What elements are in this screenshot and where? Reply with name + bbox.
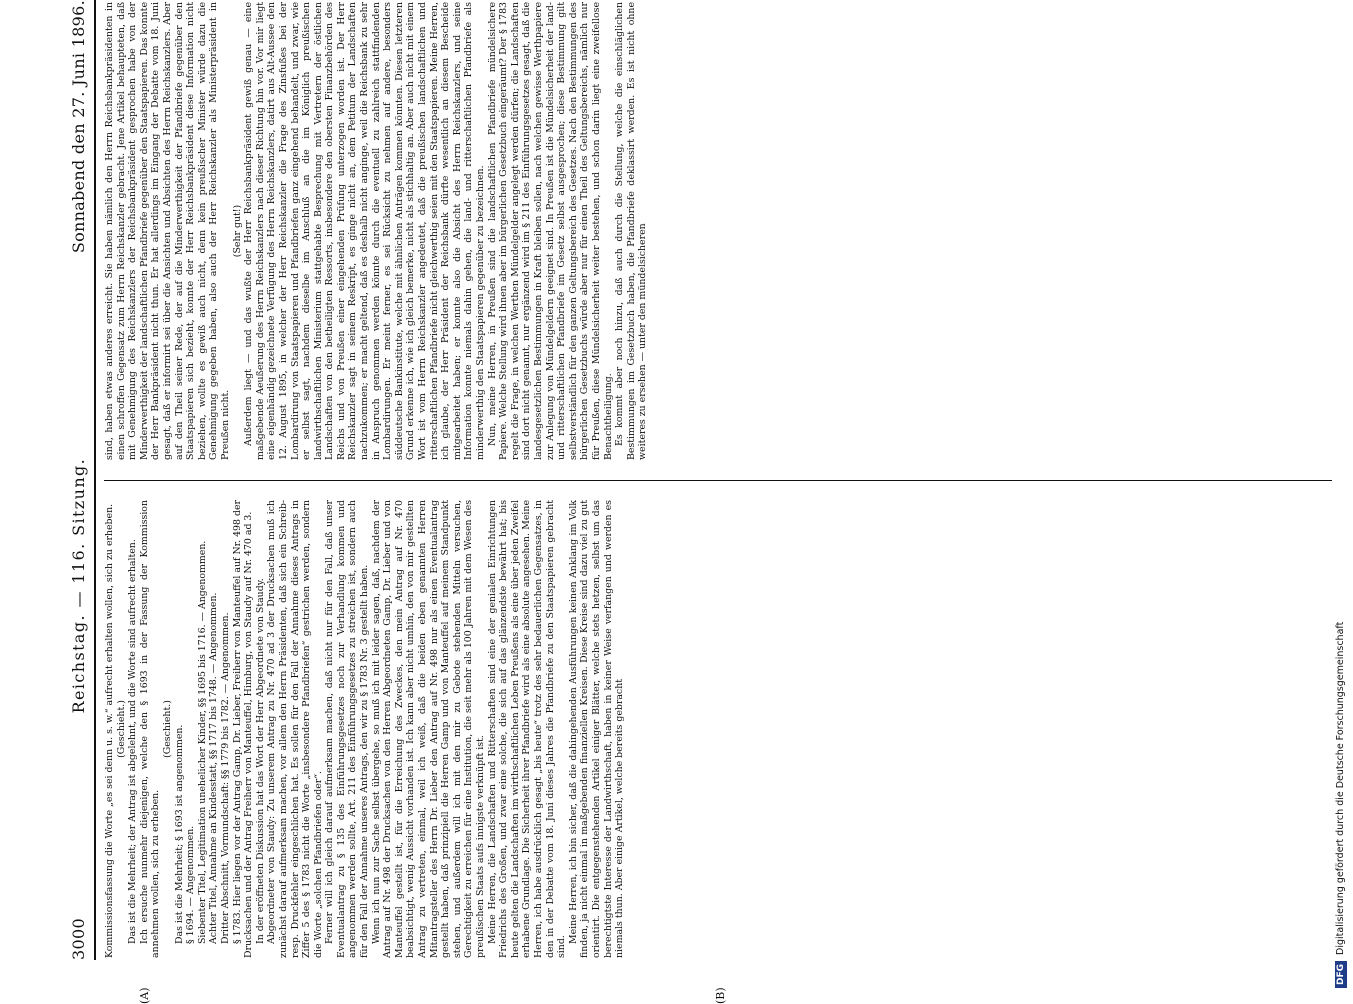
paragraph: Abgeordneter von Staudy: Zu unserem Antrag zu Nr. 470 ad 3 der Drucksachen muß ich zunächst darauf aufmerksam machen, vor allem den Herrn Präsidenten, daß sich ein Schreib- resp. Druckfehler eingeschlichen hat. Es sollen für den Fall der Annahme dieses Antrags in Ziffer 5 des § 1783 nicht die Worte „insbesondere Pfandbriefen“ gestrichen werden, sondern die Worte „solchen Pfandbriefen oder“.	[266, 500, 324, 958]
paragraph: sind, haben etwas anderes erreicht. Sie haben nämlich den Herrn Reichsbankpräsidenten in einen schroffen Gegensatz zum Herrn Reichskanzler gebracht. Jene Artikel behaupteten, daß mit Genehmigung des Reichskanzlers der Reichsbankpräsident gesprochen habe von der Minderwerthigkeit der landschaftlichen Pfandbriefe gegenüber den Staatspapieren. Das konnte der Herr Bankpräsident nicht thun. Er hat allerdings im Eingang der Debatte vom 18. Juni gesagt, daß er informirt sei über die Ansichten und Absichten des Herrn Reichskanzlers. Aber auf den Theil seiner Rede, der auf die Minderwerthigkeit der Pfandbriefe gegenüber den Staatspapieren sich bezieht, konnte der Herr Reichsbankpräsident diese Information nicht beziehen, wollte es gewiß auch nicht, denn kein preußischer Minister würde dazu die Genehmigung gegeben haben, also auch der Herr Reichskanzler als Ministerpräsident in Preußen nicht.	[104, 2, 231, 460]
column-divider	[104, 480, 1332, 481]
left-column	[104, 500, 1332, 958]
paragraph: In der eröffneten Diskussion hat das Wort der Herr Abgeordnete von Staudy.	[254, 578, 266, 944]
paragraph: Ferner will ich gleich darauf aufmerksam machen, daß nicht nur für den Fall, daß unser Eventualantrag zu § 135 des Einführungsgesetzes noch zur Verhandlung kommen und angenommen werden sollte, Art. 211 des Einführungsgesetzes zu streichen ist, sondern auch für den Fall der Annahme unseres Antrags, den wir zu § 1783 Nr. 3 gestellt haben.	[324, 500, 371, 958]
paragraph: Dritter Abschnitt, Vormundschaft: §§ 1779 bis 1782. — Angenommen.	[219, 612, 231, 944]
margin-mark-b: (B)	[714, 987, 727, 1004]
page-number: 3000	[69, 918, 88, 960]
paragraph: Achter Titel, Annahme an Kindesstatt, §§ 1717 bis 1748. — Angenommen.	[208, 592, 220, 944]
paragraph: Es kommt aber noch hinzu, daß auch durch die Stellung, welche die einschläglichen Bestimmungen im Gesetzbuch haben, die Pfandbriefe deklassirt werden. Es ist nicht ohne weiteres zu ersehen — unter den mündelsicheren	[614, 2, 649, 460]
paragraph: Kommissionsfassung die Worte „es sei denn u. s. w.“ aufrecht erhalten wollen, sich zu erheben.	[104, 503, 115, 958]
session-date: Sonnabend den 27. Juni 1896.	[69, 0, 88, 254]
paragraph: (Sehr gut!)	[231, 204, 243, 258]
header-rule	[94, 0, 96, 960]
right-column	[104, 2, 1332, 460]
page-header	[52, 0, 88, 960]
text-columns	[104, 0, 1332, 1004]
dfg-logo: DFG	[1335, 961, 1347, 988]
paragraph: § 1783. Hier liegen vor der Antrag Gamp, Dr. Lieber, Freiherr von Manteuffel auf Nr. 498 der Drucksachen und der Antrag Freiherr von Manteuffel, Himburg, von Staudy auf Nr. 470 ad 3.	[231, 500, 255, 958]
paragraph: (Geschieht.)	[115, 700, 127, 758]
paragraph: Siebenter Titel, Legitimation unehelicher Kinder, §§ 1695 bis 1716. — Angenommen.	[196, 540, 208, 944]
paragraph: Wenn ich nun zur Sache selbst übergehe, so muß ich mit leider sagen, daß, nachdem der Antrag auf Nr. 498 der Drucksachen von den Herren Abgeordneten Gamp, Dr. Lieber und von Manteuffel gestellt ist, für die Erreichung des Zweckes, den mein Antrag auf Nr. 470 beabsichtigt, wenig Aussicht vorhanden ist. Ich kann aber nicht umhin, den von mir gestellten Antrag zu vertreten, einmal, weil ich weiß, daß die beiden eben genannten Herren Mitantragsteller des Herrn Dr. Lieber den Antrag auf Nr. 498 nur als einen Eventualantrag gestellt haben, daß prinzipiell die Herren Gamp und von Manteuffel auf meinem Standpunkt stehen, und außerdem will ich mit den mir zu Gebote stehenden Mitteln versuchen, Gerechtigkeit zu erreichen für eine Institution, die seit mehr als 100 Jahren mit dem Wesen des preußischen Staats aufs innigste verknüpft ist.	[370, 500, 486, 958]
paragraph: (Geschieht.)	[161, 700, 173, 758]
paragraph: Das ist die Mehrheit; der Antrag ist abgelehnt, und die Worte sind aufrecht erhalten.	[127, 539, 139, 944]
paragraph: § 1694. — Angenommen.	[185, 825, 197, 944]
digitization-credit	[1335, 8, 1349, 988]
paragraph: Das ist die Mehrheit; § 1693 ist angenommen.	[173, 724, 185, 944]
paragraph: Meine Herren, die Landschaften und Ritterschaften sind eine der genialen Einrichtungen Friedrichs des Großen, und zwar eine solche, die sich auf das glänzendste bewährt hat; bis heute gelten die Landschaften im wirthschaftlichen Leben Preußens als eine über jeden Zweifel erhabene Grundlage. Die Sicherheit ihrer Pfandbriefe wird als eine absolute angesehen. Meine Herren, ich habe ausdrücklich gesagt „bis heute“ trotz des sehr bedauerlichen Gegensatzes, in den in der Debatte vom 18. Juni dieses Jahres die Pfandbriefe zu den Staatspapieren gebracht sind.	[486, 500, 568, 958]
newspaper-page	[52, 0, 1332, 1004]
session-title: Reichstag. — 116. Sitzung.	[69, 457, 88, 714]
paragraph: Außerdem liegt — und das wußte der Herr Reichsbankpräsident gewiß genau — eine maßgebende Aeußerung des Herrn Reichskanzlers nach dieser Richtung hin vor. Vor mir liegt eine eigenhändig gezeichnete Verfügung des Herrn Reichskanzlers, datirt aus Alt-Aussee den 12. August 1895, in welcher der Herr Reichskanzler die Frage des Zinsfußes bei der Lombardirung von Staatspapieren und Pfandbriefen ganz eingehend behandelt, und zwar, wie er selbst sagt, nachdem dieselbe im Anschluß an die im Königlich preußischen landwirthschaftlichen Ministerium stattgehabte Besprechung mit Vertretern der östlichen Landschaften von den betheiligten Ressorts, insbesondere den obersten Finanzbehörden des Reichs und von Preußen einer eingehenden Prüfung unterzogen worden ist. Der Herr Reichskanzler sagt in seinem Reskript, es ginge nicht an, dem Petitum der Landschaften nachzukommen; er macht geltend, daß es deshalb nicht anginge, weil die Reichsbank zu sehr in Anspruch genommen werden könnte durch die eventuell zu zahlreich stattfindenden Lombardirungen. Er meint ferner, es sei Rücksicht zu nehmen auf andere, besonders süddeutsche Bankinstitute, welche mit ähnlichen Anträgen kommen könnten. Diesen letzteren Grund erkenne ich, wie ich gleich bemerke, nicht als stichhaltig an. Aber auch nicht mit einem Wort ist vom Herrn Reichskanzler angedeutet, daß die preußischen landschaftlichen und ritterschaftlichen Pfandbriefe nicht gleichwerthig seien mit den Staatspapieren. Meine Herren, ich glaube, der Herr Präsident der Reichsbank dürfte wesentlich an diesem Bescheide mitgearbeitet haben; er konnte also die Absicht des Herrn Reichskanzlers, und seine Information konnte niemals dahin gehen, die land- und ritterschaftlichen Pfandbriefe als minderwerthig den Staatspapieren gegenüber zu bezeichnen.	[243, 2, 486, 460]
paragraph: Nun, meine Herren, in Preußen sind die landschaftlichen Pfandbriefe mündelsichere Papiere. Welche Stellung wird ihnen aber im bürgerlichen Gesetzbuch eingeräumt? Der § 1783 regelt die Frage, in welchen Werthen Mündelgelder angelegt werden dürfen; die Landschaften sind dort nicht genannt, nur ergänzend wird im § 211 des Einführungsgesetzes gesagt, daß die landesgesetzlichen Bestimmungen in Kraft bleiben sollen, nach welchen gewisse Werthpapiere zur Anlegung von Mündelgeldern geeignet sind. In Preußen ist die Mündelsicherheit der land- und ritterschaftlichen Pfandbriefe im Gesetz selbst ausgesprochen; diese Bestimmung gilt selbstverständlich für den ganzen Geltungsbereich des Gesetzes. Nach den Bestimmungen des bürgerlichen Gesetzbuchs würde aber nur für einen Theil des Geltungsbereichs, nämlich nur für Preußen, diese Mündelsicherheit weiter bestehen, und schon darin liegt eine zweifellose Benachtheiligung.	[486, 2, 614, 460]
margin-mark-a: (A)	[138, 987, 151, 1004]
credit-text: Digitalisierung gefördert durch die Deutsche Forschungsgemeinschaft	[1335, 621, 1346, 955]
paragraph: Ich ersuche nunmehr diejenigen, welche den § 1693 in der Fassung der Kommission annehmen wollen, sich zu erheben.	[138, 500, 162, 958]
paragraph: Meine Herren, ich bin sicher, daß die dahingehenden Ausführungen keinen Anklang im Volk finden, ja nicht einmal in maßgebenden finanziellen Kreisen. Diese Kreise sind dazu viel zu gut orientirt. Die entgegenstehenden Artikel einiger Blätter, welche stets hetzen, selbst um das berechtigtste Interesse der Landwirthschaft, haben in keiner Weise verfangen und werden es niemals thun. Aber einige Artikel, welche bereits gebracht	[567, 500, 626, 958]
